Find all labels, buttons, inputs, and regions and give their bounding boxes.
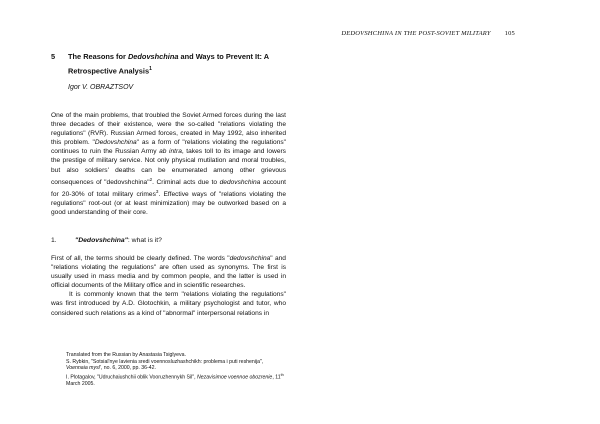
intro-paragraph xyxy=(51,111,286,217)
text-run: , no. 6, 2000, pp. 36-42. xyxy=(100,365,156,372)
section-title-rest: : what is it? xyxy=(127,237,162,244)
text-run: . Effective ways of "relations violating the regulations" root-out (or at least minimization) may be outworked based on a good understanding of their core. xyxy=(51,191,287,217)
footnote-2 xyxy=(66,359,286,372)
text-run: S. Rybkin, "Sotsial'nye lavienia sredi voennosluzhashchikh: problema i puti reshenija", xyxy=(66,358,264,365)
section-body xyxy=(51,254,286,318)
footnote-marker: 1 xyxy=(149,66,152,72)
text-run: First of all, the terms should be clearly defined. The words " xyxy=(51,255,230,262)
footnote-marker: 3 xyxy=(155,188,159,194)
footnotes xyxy=(66,352,286,388)
footnote-marker: 2 xyxy=(149,176,153,182)
section-heading xyxy=(51,237,162,244)
running-title: DEDOVSHCHINA IN THE POST-SOVIET MILITARY xyxy=(341,30,491,37)
text-run: , takes toll to its image and lowers the prestige of military service. Not only physical mutilation and moral troubles, but also soldiers' deaths can be enumerated among other grievous consequences of "dedovshchina" xyxy=(51,148,286,186)
italic-term: dedovshchina xyxy=(219,178,261,186)
page-number: 105 xyxy=(504,30,515,37)
footnote-3 xyxy=(66,372,286,388)
text-run: " and "relations violating the regulations" are often used as synonyms. The first is usually used in mass media and by common people, and the latter is used in official documents of the Military office and in scientific researches. xyxy=(51,255,286,290)
chapter-number: 5 xyxy=(51,52,56,61)
text-run: . Criminal acts due to xyxy=(152,178,220,186)
paragraph: It is commonly known that the term "relations violating the regulations" was first introduced by A.D. Glotochkin, a military psychologist and tutor, who considered such relations as a kind of "abnormal" interpersonal relations in xyxy=(51,291,286,317)
text-run: I. Plotagalov, "Udruchaiushchii oblik Vooruzhennykh Sil", xyxy=(66,374,198,381)
chapter-title-part: The Reasons for xyxy=(68,52,128,61)
text-run: account for 20-30% of total military crimes xyxy=(51,178,287,199)
chapter-title-italic: Dedovshchina xyxy=(127,52,179,61)
footnote-1: Translated from the Russian by Anastasia Tsiglyeva. xyxy=(66,352,186,358)
text-run: " as a form of "relations violating the regulations" continues to ruin the Russian Army xyxy=(51,139,286,156)
italic-term: ab intra xyxy=(159,148,182,156)
chapter-title-part: and Ways to Prevent It: A xyxy=(178,52,270,61)
text-run: One of the main problems, that troubled the Soviet Armed forces during the last three decades of their existence, were the so-called "relations violating the regulations" (RVR). Russian Armed forces, created in May 1992, also inherited this problem. " xyxy=(51,112,286,147)
text-run: March 2005. xyxy=(66,381,95,388)
italic-term: dedovshchina xyxy=(229,255,271,262)
chapter-heading xyxy=(51,51,291,77)
running-header xyxy=(160,30,515,37)
section-title-italic: "Dedovshchina" xyxy=(75,237,128,244)
chapter-title xyxy=(68,51,291,77)
italic-term: Voennaia mysl' xyxy=(66,365,101,372)
italic-term: Dedovshchina xyxy=(94,139,137,147)
section-number: 1. xyxy=(51,237,57,244)
superscript: th xyxy=(280,372,284,377)
italic-term: Nezavisimoe voennoe obozrenie xyxy=(197,374,273,381)
paragraph xyxy=(51,254,286,290)
author-name: Igor V. OBRAZTSOV xyxy=(68,84,134,91)
chapter-title-line2: Retrospective Analysis xyxy=(68,66,150,76)
text-run: , 11 xyxy=(272,374,281,381)
